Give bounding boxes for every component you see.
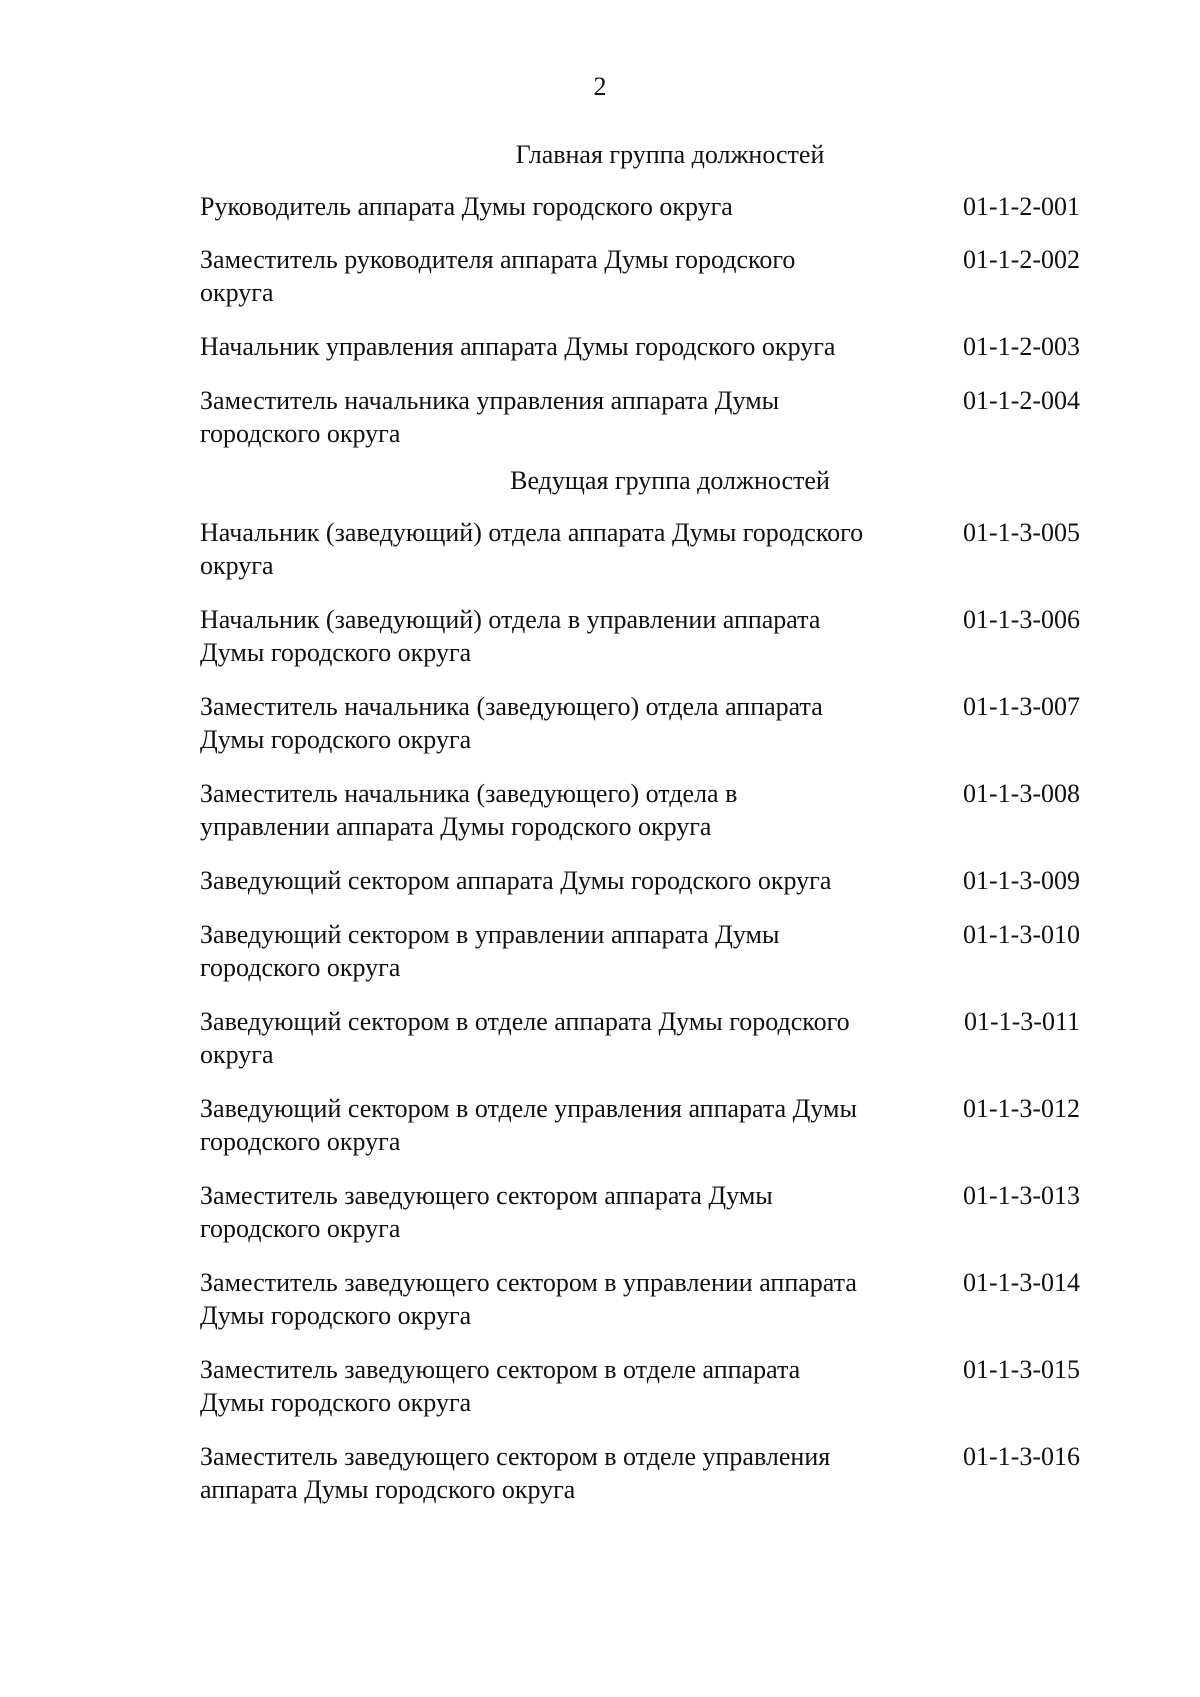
position-code: 01-1-3-012 [963, 1094, 1080, 1123]
position-title: Руководитель аппарата Думы городского округа [200, 192, 733, 221]
position-code: 01-1-3-013 [963, 1181, 1080, 1210]
position-code: 01-1-3-008 [963, 779, 1080, 808]
position-entry [200, 384, 1080, 450]
group-heading-main: Главная группа должностей [515, 140, 825, 169]
position-entry [200, 243, 1080, 309]
page-number: 2 [593, 72, 607, 101]
position-title: Начальник (заведующий) отдела аппарата Думы городского округа [200, 518, 864, 580]
position-code: 01-1-2-003 [963, 332, 1080, 361]
position-entry [200, 777, 1080, 843]
position-title: Заведующий сектором аппарата Думы городского округа [200, 866, 832, 895]
position-entry [200, 1092, 1080, 1158]
position-title: Начальник управления аппарата Думы городского округа [200, 332, 836, 361]
position-title: Заместитель заведующего сектором в управлении аппарата Думы городского округа [200, 1268, 857, 1330]
position-code: 01-1-2-004 [963, 386, 1080, 415]
position-entry [200, 918, 1080, 984]
position-code: 01-1-3-014 [963, 1268, 1080, 1297]
position-title: Заместитель руководителя аппарата Думы городского округа [200, 245, 796, 307]
position-entry [200, 190, 1080, 223]
position-title: Заместитель заведующего сектором аппарата Думы городского округа [200, 1181, 773, 1243]
position-entry [200, 690, 1080, 756]
position-title: Заместитель начальника (заведующего) отдела аппарата Думы городского округа [200, 692, 823, 754]
group-heading-leading: Ведущая группа должностей [510, 466, 830, 495]
position-entry [200, 1440, 1080, 1506]
position-code: 01-1-3-009 [963, 866, 1080, 895]
position-entry [200, 330, 1080, 363]
position-title: Заведующий сектором в управлении аппарата Думы городского округа [200, 920, 780, 982]
positions-list [200, 139, 1080, 1527]
position-title: Начальник (заведующий) отдела в управлении аппарата Думы городского округа [200, 605, 821, 667]
position-entry [200, 1179, 1080, 1245]
position-code: 01-1-3-011 [963, 1007, 1080, 1036]
position-title: Заведующий сектором в отделе аппарата Думы городского округа [200, 1007, 850, 1069]
position-entry [200, 1266, 1080, 1332]
position-title: Заместитель заведующего сектором в отделе аппарата Думы городского округа [200, 1355, 801, 1417]
position-title: Заместитель начальника (заведующего) отдела в управлении аппарата Думы городского округа [200, 779, 738, 841]
position-code: 01-1-2-001 [963, 192, 1080, 221]
position-code: 01-1-3-005 [963, 518, 1080, 547]
position-title: Заместитель начальника управления аппарата Думы городского округа [200, 386, 780, 448]
position-entry [200, 864, 1080, 897]
position-title: Заведующий сектором в отделе управления аппарата Думы городского округа [200, 1094, 857, 1156]
position-code: 01-1-3-016 [963, 1442, 1080, 1471]
position-entry [200, 603, 1080, 669]
position-code: 01-1-3-015 [963, 1355, 1080, 1384]
position-code: 01-1-3-006 [963, 605, 1080, 634]
position-entry [200, 1353, 1080, 1419]
position-title: Заместитель заведующего сектором в отделе управления аппарата Думы городского округа [200, 1442, 831, 1504]
position-entry [200, 516, 1080, 582]
position-code: 01-1-2-002 [963, 245, 1080, 274]
position-code: 01-1-3-010 [963, 920, 1080, 949]
position-code: 01-1-3-007 [963, 692, 1080, 721]
position-entry [200, 1005, 1080, 1071]
